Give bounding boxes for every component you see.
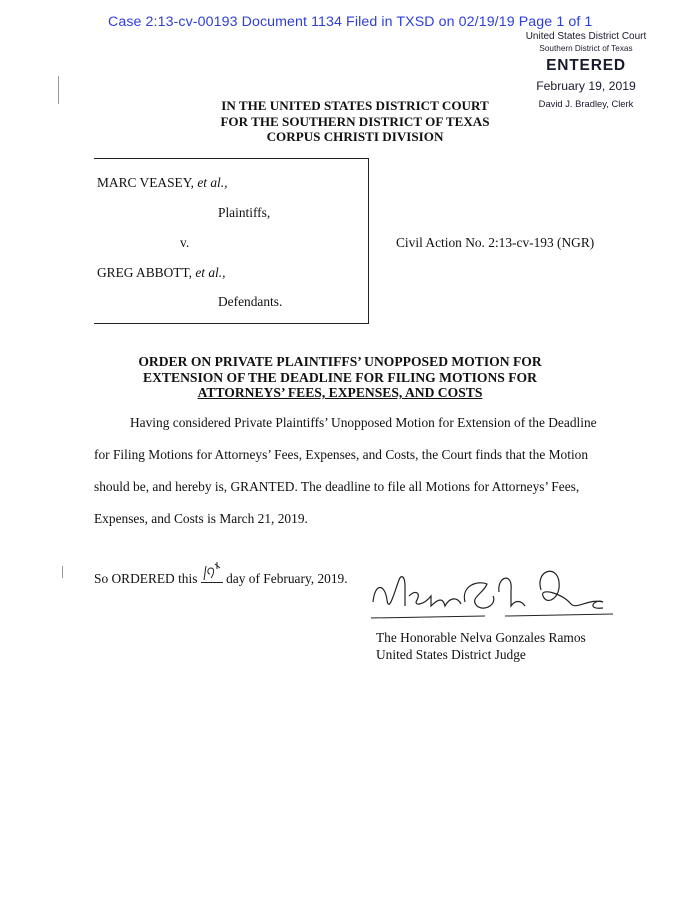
court-title-line: IN THE UNITED STATES DISTRICT COURT [221,98,489,113]
stamp-date: February 19, 2019 [536,79,636,93]
so-ordered-line [94,570,348,587]
judge-signature [365,562,625,632]
civil-action-number: Civil Action No. 2:13-cv-193 (NGR) [396,235,595,250]
court-title-line: FOR THE SOUTHERN DISTRICT OF TEXAS [220,113,490,129]
court-title [160,98,550,145]
order-title [120,354,560,401]
judge-title: United States District Judge [376,647,526,662]
defendant-name [97,265,225,281]
so-ordered-prefix: So ORDERED this [94,571,201,586]
margin-mark [58,76,59,104]
defendant-text: GREG ABBOTT, [97,265,196,280]
case-header: Case 2:13-cv-00193 Document 1134 Filed in TXSD on 02/19/19 Page 1 of 1 [108,14,593,30]
court-title-line: CORPUS CHRISTI DIVISION [266,129,444,144]
stamp-court: United States District Court [525,31,647,42]
versus-label: v. [180,235,190,250]
plaintiff-name [97,175,227,191]
order-title-line: EXTENSION OF THE DEADLINE FOR FILING MOTIONS FOR [143,369,537,385]
margin-mark [62,566,63,578]
plaintiff-etal: et al., [197,175,228,190]
body-paragraph-line: Expenses, and Costs is March 21, 2019. [94,511,308,526]
stamp-clerk: David J. Bradley, Clerk [538,98,634,109]
stamp-district: Southern District of Texas [539,44,633,53]
handwritten-day [201,570,223,583]
body-paragraph-line: Having considered Private Plaintiffs’ Unopposed Motion for Extension of the Deadline [130,415,597,430]
defendants-label: Defendants. [218,294,283,309]
plaintiffs-label: Plaintiffs, [218,205,271,220]
order-title-line: ORDER ON PRIVATE PLAINTIFFS’ UNOPPOSED MOTION FOR [138,354,542,369]
defendant-etal: et al., [195,265,226,280]
so-ordered-suffix: day of February, 2019. [222,571,348,586]
order-title-line-underlined: ATTORNEYS’ FEES, EXPENSES, AND COSTS [197,385,483,400]
body-paragraph-line: for Filing Motions for Attorneys’ Fees, Expenses, and Costs, the Court finds that the Motion [94,447,589,462]
stamp-entered: ENTERED [546,57,626,74]
judge-name: The Honorable Nelva Gonzales Ramos [376,630,586,645]
plaintiff-text: MARC VEASEY, [97,175,198,190]
body-paragraph-line: should be, and hereby is, GRANTED. The deadline to file all Motions for Attorneys’ Fees, [94,479,580,494]
